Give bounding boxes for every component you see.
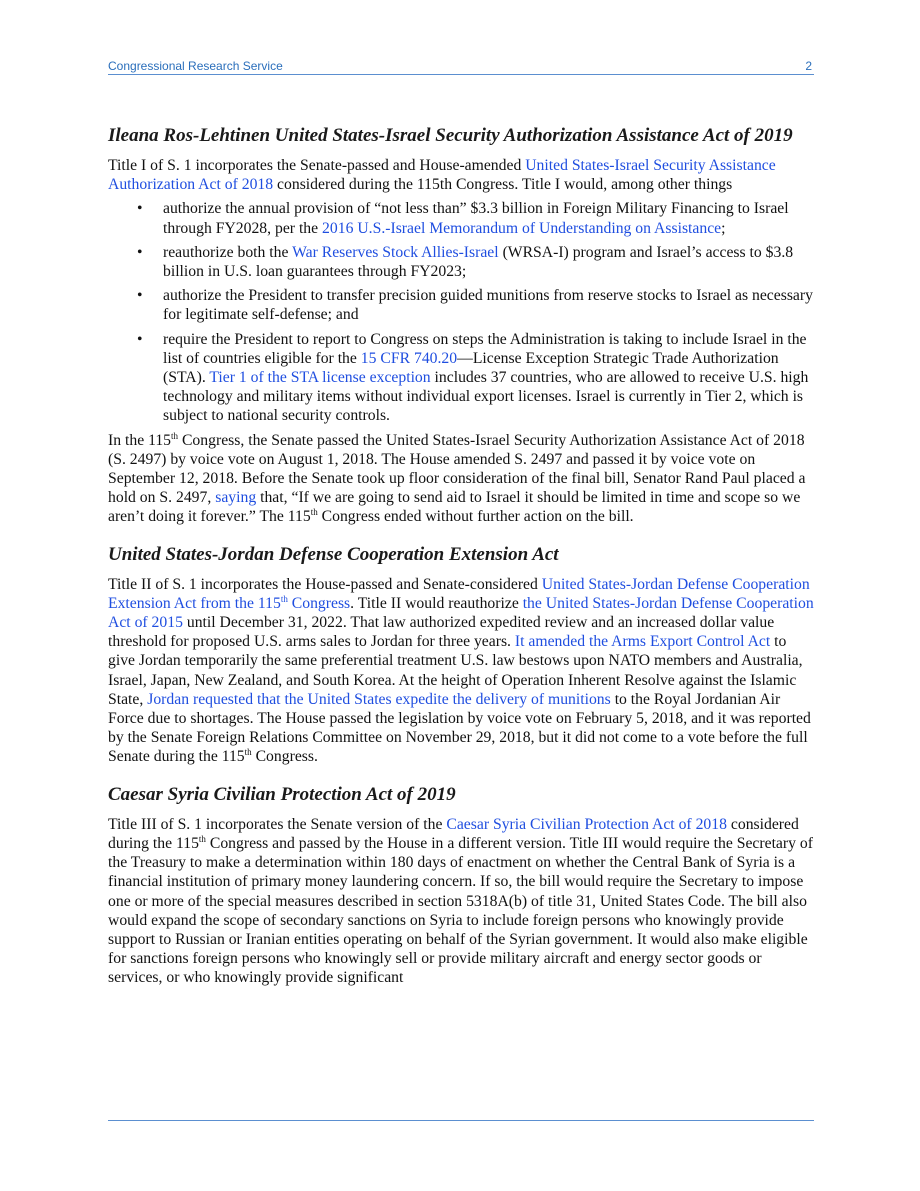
bullet-icon: • [137,200,143,218]
running-header [108,58,814,74]
paragraph: Title II of S. 1 incorporates the House-passed and Senate-considered United States-Jordan Defense Cooperation Extension Act from the 115th Congress. Title II would reauthorize the United States-Jordan Defense Cooperation Act of 2015 until December 31, 2022. That law authorized expedited review and an increased dollar value threshold for proposed U.S. arms sales to Jordan for three years. It amended the Arms Export Control Act to give Jordan temporarily the same preferential treatment U.S. law bestows upon NATO members and Australia, Israel, Japan, New Zealand, and South Korea. At the height of Operation Inherent Resolve against the Islamic State, Jordan requested that the United States expedite the delivery of munitions to the Royal Jordanian Air Force due to shortages. The House passed the legislation by voice vote on February 5, 2018, and it was reported by the Senate Foreign Relations Committee on November 29, 2018, but it did not come to a vote before the full Senate during the 115th Congress. [108,575,814,766]
link-wrsa[interactable]: War Reserves Stock Allies-Israel [292,243,499,261]
bullet-icon: • [137,243,143,261]
header-rule [108,74,814,75]
paragraph: In the 115th Congress, the Senate passed the United States-Israel Security Authorization Assistance Act of 2018 (S. 2497) by voice vote on August 1, 2018. The House amended S. 2497 and passed it by voice vote on September 12, 2018. Before the Senate took up floor consideration of the final bill, Senator Rand Paul placed a hold on S. 2497, saying that, “If we are going to send aid to Israel it should be limited in time and scope so we aren’t doing it forever.” The 115th Congress ended without further action on the bill. [108,430,806,526]
paragraph: Title I of S. 1 incorporates the Senate-passed and House-amended United States-Israel Security Assistance Authorization Act of 2018 considered during the 115th Congress. Title I would, among other things [108,157,776,194]
link-jordan-munitions[interactable]: Jordan requested that the United States expedite the delivery of munitions [147,690,611,708]
link-sta-tier1[interactable]: Tier 1 of the STA license exception [209,369,431,387]
body-content [108,124,814,988]
footer-rule [108,1120,814,1121]
list-item: • reauthorize both the War Reserves Stock Allies-Israel (WRSA-I) program and Israel’s access to $3.8 billion in U.S. loan guarantees through FY2023; [137,243,794,281]
bullet-icon: • [137,330,143,348]
link-mou[interactable]: 2016 U.S.-Israel Memorandum of Understanding on Assistance [322,219,722,237]
section-heading-israel: Ileana Ros-Lehtinen United States-Israel Security Authorization Assistance Act of 2019 [108,125,793,146]
link-cfr[interactable]: 15 CFR 740.20 [360,349,458,367]
link-israel-act-2018[interactable]: United States-Israel Security Assistance Authorization Act of 2018 [108,157,776,194]
bullet-list [108,199,814,425]
paragraph: Title III of S. 1 incorporates the Senate version of the Caesar Syria Civilian Protection Act of 2018 considered during the 115th Congress and passed by the House in a different version. Title III would require the Secretary of the Treasury to make a determination within 180 days of enactment on whether the Central Bank of Syria is a financial institution of primary money laundering concern. If so, the bill would require the Secretary to impose one or more of the special measures described in section 5318A(b) of title 31, United States Code. The bill also would expand the scope of secondary sanctions on Syria to include foreign persons who knowingly provide support to Russian or Iranian entities operating on behalf of the Syrian government. It would also make eligible for sanctions foreign persons who knowingly sell or provide military aircraft and energy sector goods or services, or who knowingly provide significant [108,815,813,987]
link-saying[interactable]: saying [215,489,257,507]
link-caesar-act-2018[interactable]: Caesar Syria Civilian Protection Act of 2018 [446,815,727,833]
link-jordan-extension-act[interactable]: United States-Jordan Defense Cooperation Extension Act from the 115th Congress [108,575,810,612]
section-heading-caesar: Caesar Syria Civilian Protection Act of 2019 [108,783,456,805]
page-number: 2 [805,59,812,73]
link-jordan-act-2015[interactable]: the United States-Jordan Defense Cooperation Act of 2015 [108,594,814,632]
list-item: • require the President to report to Congress on steps the Administration is taking to include Israel in the list of countries eligible for the 15 CFR 740.20—License Exception Strategic Trade Authorization (STA). Tier 1 of the STA license exception includes 37 countries, who are allowed to receive U.S. high technology and military items without individual export licenses. Israel is currently in Tier 2, which is subject to national security controls. [137,330,809,425]
link-arms-export[interactable]: It amended the Arms Export Control Act [514,633,771,651]
header-source: Congressional Research Service [108,59,283,73]
section-heading-jordan: United States-Jordan Defense Cooperation Extension Act [108,543,559,565]
bullet-icon: • [137,287,143,305]
list-item: • authorize the President to transfer precision guided munitions from reserve stocks to Israel as necessary for legitimate self-defense; and [137,287,813,324]
list-item: • authorize the annual provision of “not less than” $3.3 billion in Foreign Military Financing to Israel through FY2028, per the 2016 U.S.-Israel Memorandum of Understanding on Assistance; [137,200,789,237]
